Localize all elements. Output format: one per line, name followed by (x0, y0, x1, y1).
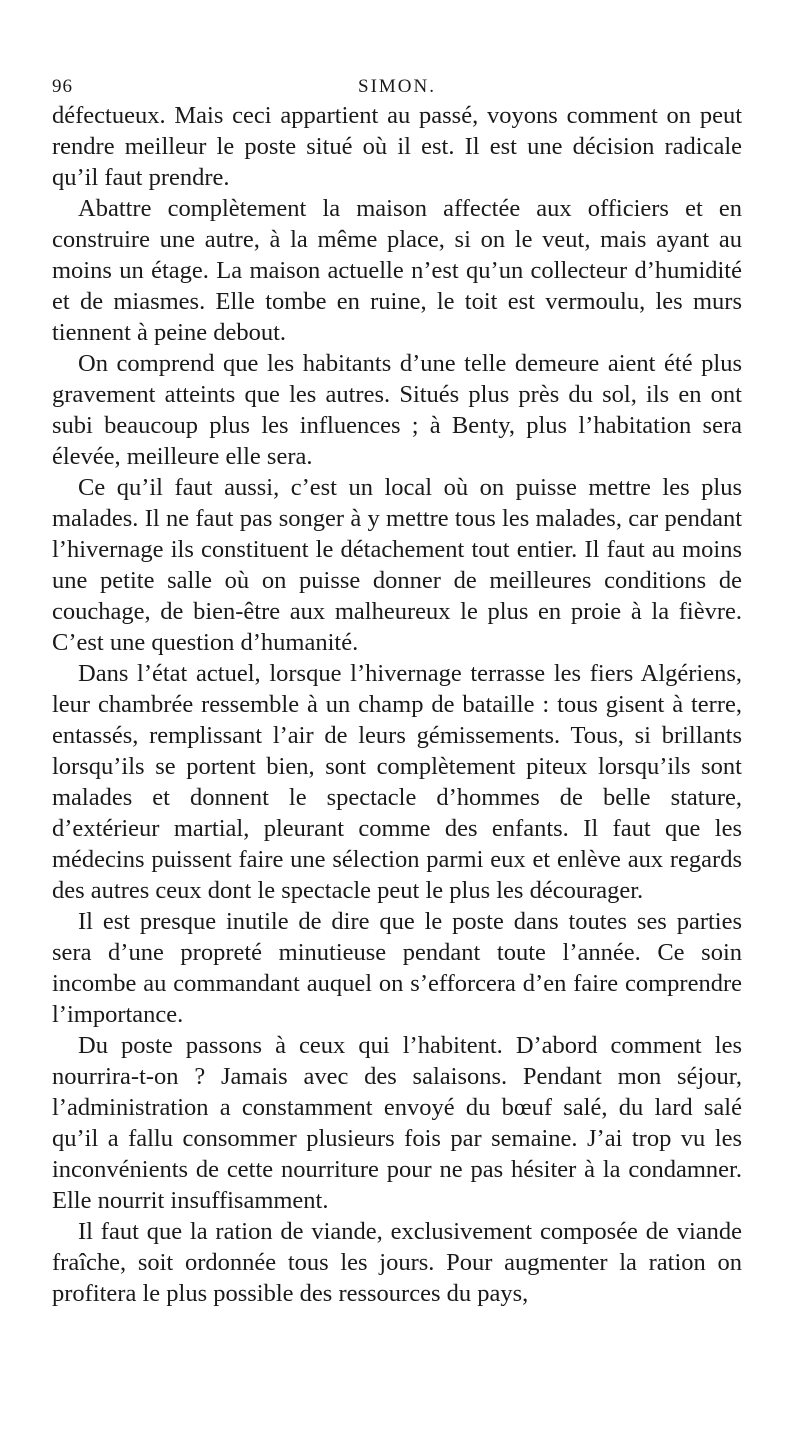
paragraph-8: Il faut que la ration de viande, exclusivement composée de viande fraîche, soit ordonnée tous les jours. Pour augmenter la ration on profitera le plus possible des ressources du pays, (52, 1218, 742, 1307)
body-text (52, 100, 742, 1309)
running-title: SIMON. (358, 76, 436, 97)
paragraph-4: Ce qu’il faut aussi, c’est un local où on puisse mettre les plus malades. Il ne faut pas songer à y mettre tous les malades, car pendant l’hivernage ils constituent le détachement tout entier. Il faut au moins une petite salle où on puisse donner de meilleures conditions de couchage, de bien-être aux malheureux le plus en proie à la fièvre. C’est une question d’humanité. (52, 474, 742, 656)
paragraph-7: Du poste passons à ceux qui l’habitent. D’abord comment les nourrira-t-on ? Jamais avec des salaisons. Pendant mon séjour, l’administration a constamment envoyé du bœuf salé, du lard salé qu’il a fallu consommer plusieurs fois par semaine. J’ai trop vu les inconvénients de cette nourriture pour ne pas hésiter à la condamner. Elle nourrit insuffisamment. (52, 1032, 742, 1214)
paragraph-2: Abattre complètement la maison affectée aux officiers et en construire une autre, à la même place, si on le veut, mais ayant au moins un étage. La maison actuelle n’est qu’un collecteur d’humidité et de miasmes. Elle tombe en ruine, le toit est vermoulu, les murs tiennent à peine debout. (52, 195, 742, 346)
paragraph-5: Dans l’état actuel, lorsque l’hivernage terrasse les fiers Algériens, leur chambrée ressemble à un champ de bataille : tous gisent à terre, entassés, remplissant l’air de leurs gémissements. Tous, si brillants lorsqu’ils se portent bien, sont complètement piteux lorsqu’ils sont malades et donnent le spectacle d’hommes de belle stature, d’extérieur martial, pleurant comme des enfants. Il faut que les médecins puissent faire une sélection parmi eux et enlève aux regards des autres ceux dont le spectacle peut le plus les décourager. (52, 660, 742, 904)
paragraph-1: défectueux. Mais ceci appartient au passé, voyons comment on peut rendre meilleur le poste situé où il est. Il est une décision radicale qu’il faut prendre. (52, 102, 742, 191)
page-header (52, 60, 742, 100)
paragraph-3: On comprend que les habitants d’une telle demeure aient été plus gravement atteints que les autres. Situés plus près du sol, ils en ont subi beaucoup plus les influences ; à Benty, plus l’habitation sera élevée, meilleure elle sera. (52, 350, 742, 470)
paragraph-6: Il est presque inutile de dire que le poste dans toutes ses parties sera d’une propreté minutieuse pendant toute l’année. Ce soin incombe au commandant auquel on s’efforcera d’en faire comprendre l’importance. (52, 908, 742, 1028)
book-page (52, 60, 742, 1309)
page-number: 96 (52, 76, 73, 97)
